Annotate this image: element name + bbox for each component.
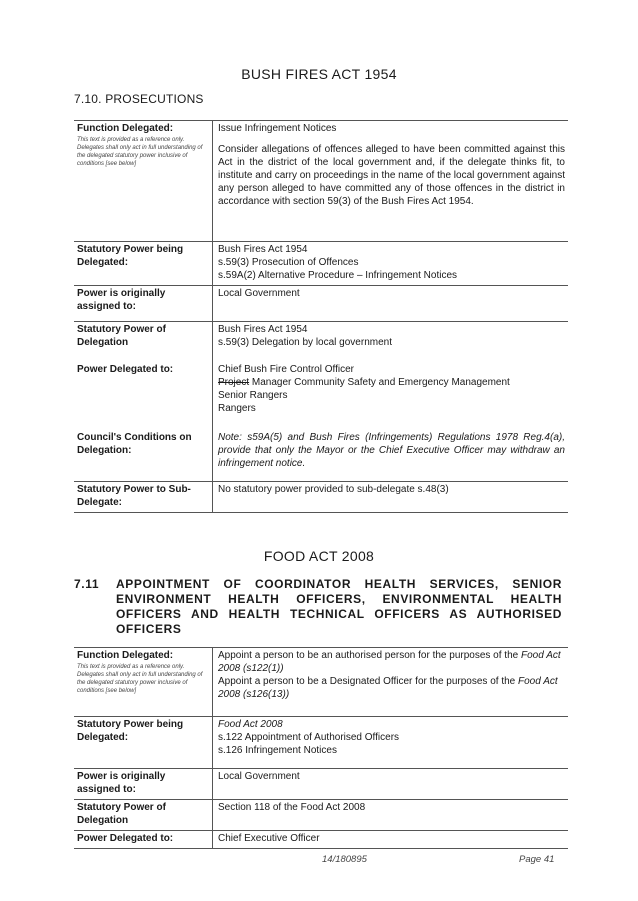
row-value: Issue Infringement Notices [218, 123, 337, 134]
row-label: Statutory Power of Delegation [74, 322, 213, 362]
row-value: Local Government [213, 286, 569, 322]
table-row [74, 121, 568, 242]
section-number: 7.11 [74, 577, 100, 591]
row-value: Appoint a person to be an authorised person for the purposes of the [218, 650, 519, 661]
row-label: Power Delegated to: [77, 363, 174, 375]
row-value: s.126 Infringement Notices [218, 745, 337, 756]
row-label: Statutory Power to Sub-Delegate: [74, 482, 213, 513]
row-label: Statutory Power of Delegation [74, 800, 213, 831]
table-row [74, 286, 568, 322]
row-value: Local Government [213, 769, 569, 800]
row-value: Bush Fires Act 1954 [218, 324, 308, 335]
table-row [74, 800, 568, 831]
row-value: s.59(3) Delegation by local government [218, 337, 392, 348]
row-value: Senior Rangers [218, 389, 288, 401]
section-heading-appointment: APPOINTMENT OF COORDINATOR HEALTH SERVICES, SENIOR ENVIRONMENT HEALTH OFFICERS, ENVIRONMENTAL HEALTH OFFICERS AND HEALTH TECHNICAL OFFICERS AS AUTHORISED OFFICERS [116, 577, 562, 636]
row-value: Manager Community Safety and Emergency Management [251, 376, 510, 388]
row-value: No statutory power provided to sub-delegate s.48(3) [213, 482, 569, 513]
row-value: Chief Bush Fire Control Officer [218, 363, 354, 375]
row-value: Chief Executive Officer [213, 831, 569, 849]
delegation-table-prosecutions [74, 120, 568, 513]
row-value: Section 118 of the Food Act 2008 [213, 800, 569, 831]
row-label: Statutory Power being Delegated: [74, 242, 213, 286]
row-label: Function Delegated: [77, 650, 174, 661]
act-title-food: FOOD ACT 2008 [263, 548, 375, 564]
row-label: Function Delegated: [77, 123, 174, 134]
row-label: Power is originally assigned to: [74, 286, 213, 322]
row-label: Power is originally assigned to: [74, 769, 213, 800]
row-value: Consider allegations of offences alleged to have been committed against this Act in the district of the local government and, if the delegate thinks fit, to institute and carry on proceedings in the name of the local government against any person alleged to have committed any of those offences in the district in accordance with section 59(3) of the Bush Fires Act 1954. [218, 144, 565, 207]
row-label: Power Delegated to: [74, 831, 213, 849]
table-row [74, 482, 568, 513]
row-value: s.59A(2) Alternative Procedure – Infringement Notices [218, 270, 458, 281]
table-row [74, 717, 568, 769]
act-title-bush-fires: BUSH FIRES ACT 1954 [241, 66, 397, 82]
row-value: Bush Fires Act 1954 [218, 244, 308, 255]
table-row [74, 648, 568, 717]
row-value: Food Act 2008 (s122(1)) [218, 650, 561, 674]
row-value: s.59(3) Prosecution of Offences [218, 257, 359, 268]
table-row [74, 430, 568, 482]
table-row [74, 322, 568, 362]
row-label: Council's Conditions on Delegation: [77, 431, 192, 456]
table-row [74, 242, 568, 286]
table-row [74, 362, 568, 430]
table-row [74, 831, 568, 849]
row-value: Note: s59A(5) and Bush Fires (Infringements) Regulations 1978 Reg.4(a), provide that only the Mayor or the Chief Executive Officer may withdraw an infringement notice. [213, 430, 569, 482]
row-value: Appoint a person to be a Designated Officer for the purposes of the [218, 676, 516, 687]
row-value: Rangers [218, 402, 256, 414]
struck-text: Project [218, 376, 250, 388]
table-row [74, 769, 568, 800]
page-number: Page 41 [519, 854, 555, 865]
document-number: 14/180895 [322, 854, 367, 865]
row-value: s.122 Appointment of Authorised Officers [218, 732, 400, 743]
row-value: Food Act 2008 [218, 719, 283, 730]
reference-note: This text is provided as a reference only. Delegates shall only act in full understanding of the delegated statutory power inclusive of conditions [see below] [77, 664, 203, 694]
row-value: Food Act 2008 (s126(13)) [218, 676, 558, 700]
row-label: Statutory Power being Delegated: [74, 717, 213, 769]
delegation-table-food [74, 647, 568, 849]
reference-note: This text is provided as a reference only. Delegates shall only act in full understanding of the delegated statutory power inclusive of conditions [see below] [77, 137, 203, 167]
section-heading-prosecutions: 7.10. PROSECUTIONS [74, 92, 204, 106]
